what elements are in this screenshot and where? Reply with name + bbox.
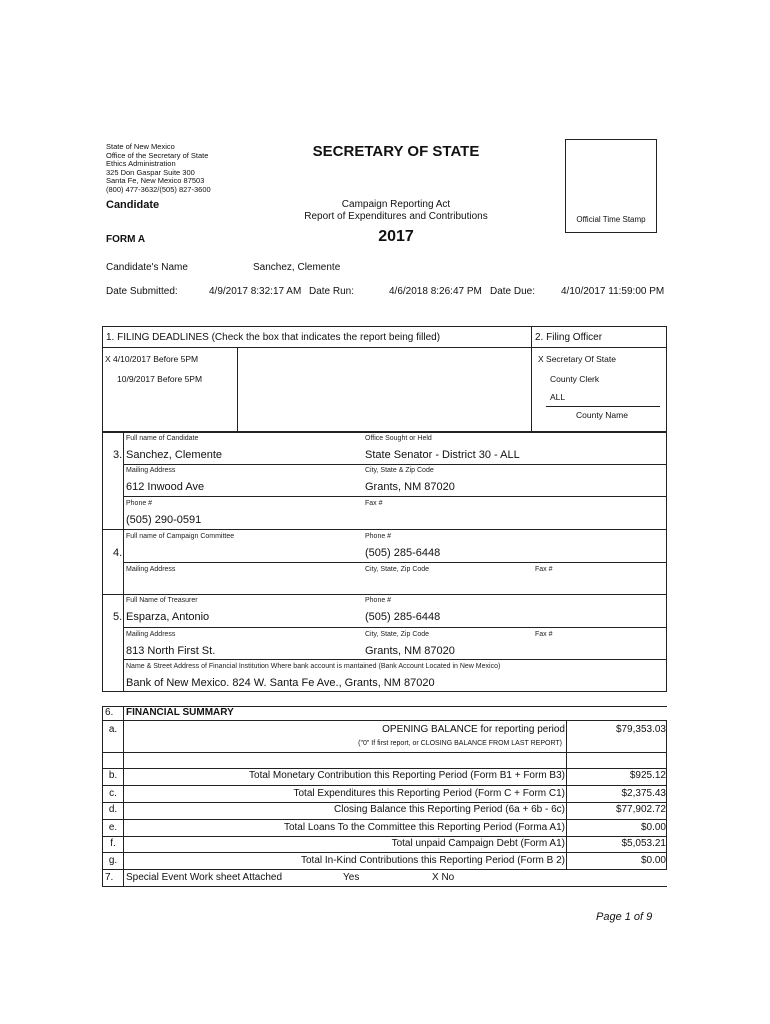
stamp-label: Official Time Stamp: [576, 215, 646, 224]
filing-officer-title: 2. Filing Officer: [535, 332, 603, 343]
agency-line: Santa Fe, New Mexico 87503: [106, 176, 205, 186]
report-year: 2017: [378, 228, 414, 245]
candidate-mailing-label: Mailing Address: [126, 467, 176, 474]
office-label: Office Sought or Held: [365, 435, 432, 442]
section-5-number: 5.: [113, 611, 123, 623]
committee-phone-label: Phone #: [365, 533, 392, 540]
treasurer-mailing: 813 North First St.: [126, 645, 216, 657]
form-label: FORM A: [106, 234, 146, 245]
deadline-option-1: X 4/10/2017 Before 5PM: [105, 354, 199, 364]
treasurer-phone-label: Phone #: [365, 597, 392, 604]
unpaid-debt-amount: $5,053.21: [621, 838, 666, 849]
agency-line: Ethics Administration: [106, 159, 176, 169]
date-submitted: 4/9/2017 8:32:17 AM: [209, 286, 302, 297]
candidate-name: Sanchez, Clemente: [253, 262, 341, 273]
page-title: SECRETARY OF STATE: [312, 143, 480, 160]
special-event-yes: Yes: [343, 872, 360, 883]
row-letter: c.: [109, 788, 117, 799]
divider: [123, 496, 667, 497]
bank-value: Bank of New Mexico. 824 W. Santa Fe Ave., Grants, NM 87020: [126, 677, 435, 689]
committee-city-label: City, State, Zip Code: [365, 566, 430, 573]
monetary-contribution-amount: $925.12: [629, 770, 666, 781]
candidate-phone-label: Phone #: [126, 500, 153, 507]
divider: [666, 720, 667, 870]
divider: [102, 768, 667, 769]
opening-balance-label: OPENING BALANCE for reporting period: [382, 724, 565, 735]
date-due: 4/10/2017 11:59:00 PM: [561, 286, 665, 297]
in-kind-amount: $0.00: [640, 855, 666, 866]
loans-label: Total Loans To the Committee this Reporting Period (Forma A1): [283, 822, 565, 833]
committee-phone: (505) 285-6448: [365, 547, 441, 559]
candidate-heading: Candidate: [106, 199, 160, 211]
candidate-mailing: 612 Inwood Ave: [126, 481, 205, 493]
closing-balance-amount: $77,902.72: [615, 804, 666, 815]
committee-mailing-label: Mailing Address: [126, 566, 176, 573]
divider: [123, 627, 667, 628]
county-name-line: [546, 406, 660, 407]
agency-line: (800) 477-3632/(505) 827-3600: [106, 184, 211, 194]
opening-balance-note: ("0" If first report, or CLOSING BALANCE FROM LAST REPORT): [358, 740, 562, 747]
divider: [102, 802, 667, 803]
divider: [102, 869, 667, 870]
monetary-contribution-label: Total Monetary Contribution this Reporting Period (Form B1 + Form B3): [249, 770, 565, 781]
row-letter: e.: [108, 822, 118, 833]
divider: [531, 326, 532, 432]
treasurer-phone: (505) 285-6448: [365, 611, 441, 623]
special-event-label: Special Event Work sheet Attached: [126, 872, 283, 883]
subtitle-report: Report of Expenditures and Contributions: [304, 211, 488, 222]
treasurer-city: Grants, NM 87020: [365, 645, 455, 657]
divider: [102, 529, 667, 530]
candidate-city: Grants, NM 87020: [365, 481, 455, 493]
filing-deadlines-title: 1. FILING DEADLINES (Check the box that indicates the report being filled): [106, 332, 441, 343]
date-submitted-label: Date Submitted:: [106, 286, 178, 297]
section-4-number: 4.: [113, 547, 123, 559]
special-event-no: X No: [432, 872, 455, 883]
county-name-label: County Name: [576, 410, 628, 420]
treasurer-mailing-label: Mailing Address: [126, 631, 176, 638]
agency-address: [106, 143, 266, 195]
treasurer-label: Full Name of Treasurer: [126, 597, 198, 604]
divider: [102, 886, 667, 887]
officer-option-1: X Secretary Of State: [538, 354, 616, 364]
agency-line: State of New Mexico: [106, 142, 175, 151]
opening-balance-amount: $79,353.03: [615, 724, 666, 735]
agency-line: 325 Don Gaspar Suite 300: [106, 167, 195, 177]
row-letter: d.: [108, 804, 118, 815]
agency-line: Office of the Secretary of State: [106, 150, 209, 160]
committee-fax-label: Fax #: [535, 566, 553, 573]
divider: [102, 852, 667, 853]
treasurer-city-label: City, State, Zip Code: [365, 631, 430, 638]
divider: [102, 836, 667, 837]
section-3-number: 3.: [113, 449, 123, 461]
divider: [237, 347, 238, 432]
officer-option-3: ALL: [550, 392, 566, 402]
row-letter: a.: [108, 724, 118, 735]
divider: [123, 562, 667, 563]
deadline-option-2: 10/9/2017 Before 5PM: [117, 374, 203, 384]
unpaid-debt-label: Total unpaid Campaign Debt (Form A1): [391, 838, 565, 849]
officer-option-2: County Clerk: [550, 374, 600, 384]
page-number: Page 1 of 9: [596, 911, 653, 923]
in-kind-label: Total In-Kind Contributions this Reporting Period (Form B 2): [300, 855, 565, 866]
bank-label: Name & Street Address of Financial Institution Where bank account is mantained (Bank Account Located in New Mexico): [126, 663, 501, 670]
candidate-full-name: Sanchez, Clemente: [126, 449, 222, 461]
treasurer-name: Esparza, Antonio: [126, 611, 210, 623]
row-letter: b.: [108, 770, 118, 781]
date-run: 4/6/2018 8:26:47 PM: [389, 286, 482, 297]
candidate-fax-label: Fax #: [365, 500, 383, 507]
divider: [102, 785, 667, 786]
subtitle-act: Campaign Reporting Act: [341, 199, 451, 210]
candidate-name-label: Candidate's Name: [106, 262, 188, 273]
divider: [123, 706, 124, 886]
loans-amount: $0.00: [640, 822, 666, 833]
row-letter: f.: [110, 838, 116, 849]
divider: [102, 347, 667, 348]
official-time-stamp-box: [565, 139, 657, 233]
date-run-label: Date Run:: [309, 286, 355, 297]
closing-balance-label: Closing Balance this Reporting Period (6a + 6b - 6c): [334, 804, 565, 815]
divider: [102, 720, 667, 721]
section-6-number: 6.: [105, 707, 114, 718]
divider: [102, 819, 667, 820]
divider: [566, 720, 567, 870]
divider: [102, 594, 667, 595]
candidate-phone: (505) 290-0591: [126, 514, 202, 526]
office-value: State Senator - District 30 - ALL: [365, 449, 520, 461]
candidate-city-label: City, State & Zip Code: [365, 467, 434, 474]
financial-summary-title: FINANCIAL SUMMARY: [126, 707, 234, 718]
divider: [123, 659, 667, 660]
divider: [123, 464, 667, 465]
committee-label: Full name of Campaign Committee: [126, 533, 235, 540]
expenditures-amount: $2,375.43: [621, 788, 666, 799]
divider: [102, 752, 667, 753]
section-7-number: 7.: [105, 872, 114, 883]
expenditures-label: Total Expenditures this Reporting Period (Form C + Form C1): [293, 788, 565, 799]
date-due-label: Date Due:: [490, 286, 536, 297]
treasurer-fax-label: Fax #: [535, 631, 553, 638]
row-letter: g.: [108, 855, 118, 866]
candidate-full-name-label: Full name of Candidate: [126, 435, 199, 442]
